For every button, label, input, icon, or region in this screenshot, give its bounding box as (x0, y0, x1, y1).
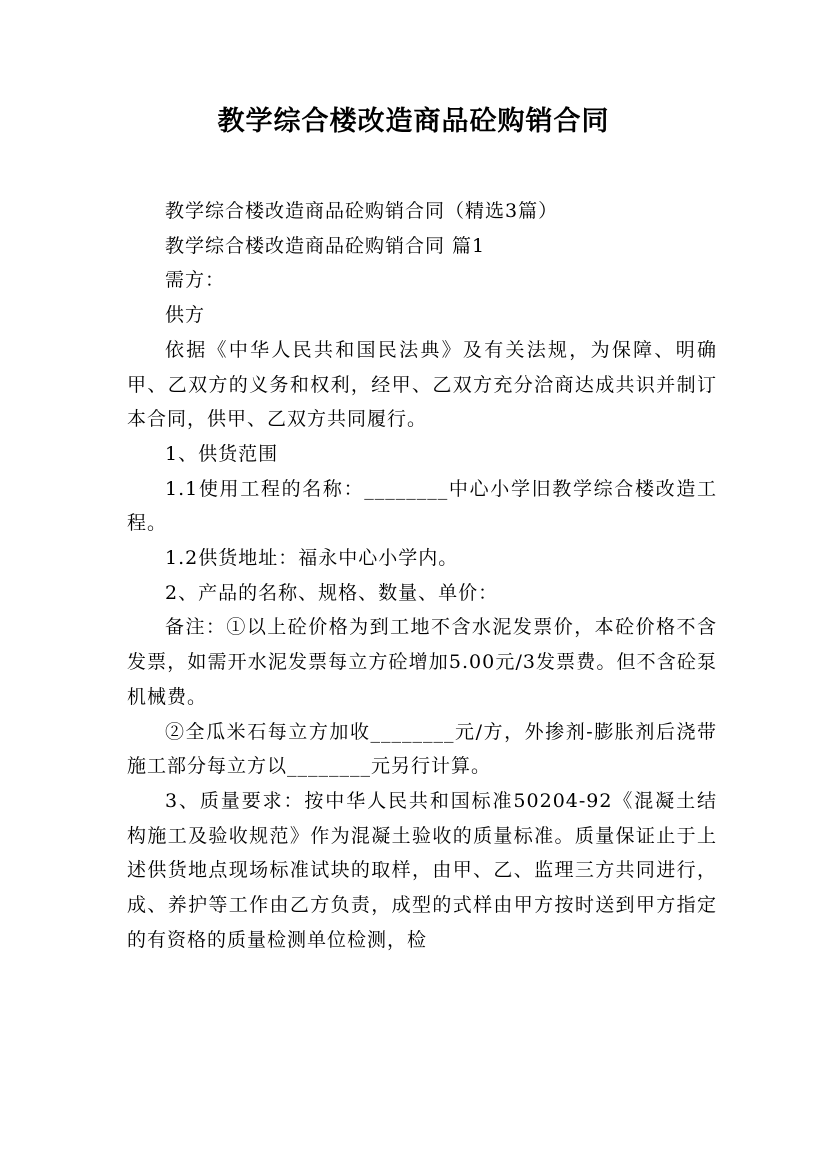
paragraph-supplier: 供方 (165, 304, 206, 327)
paragraph-buyer: 需方： (165, 269, 226, 292)
paragraph-quality: 3、质量要求：按中华人民共和国标准50204-92《混凝土结构施工及验收规范》作为混凝土验收的质量标准。质量保证止于上述供货地点现场标准试块的取样，由甲、乙、监理三方共同进行，成、养护等工作由乙方负责，成型的式样由甲方按时送到甲方指定的有资格的质量检测单位检测，检 (127, 789, 717, 951)
document-body (127, 194, 717, 957)
paragraph-product-spec: 2、产品的名称、规格、数量、单价： (165, 581, 499, 604)
paragraph-note-2: ②全瓜米石每立方加收________元/方，外掺剂-膨胀剂后浇带施工部分每立方以________元另行计算。 (127, 720, 717, 778)
paragraph-subtitle: 教学综合楼改造商品砼购销合同（精选3篇） (165, 200, 559, 222)
paragraph-supply-scope: 1、供货范围 (165, 442, 279, 465)
paragraph-project-name: 1.1使用工程的名称：________中心小学旧教学综合楼改造工程。 (127, 477, 717, 535)
paragraph-supply-address: 1.2供货地址：福永中心小学内。 (165, 547, 459, 570)
paragraph-section-heading: 教学综合楼改造商品砼购销合同 篇1 (165, 234, 486, 257)
paragraph-note-1: 备注：①以上砼价格为到工地不含水泥发票价，本砼价格不含发票，如需开水泥发票每立方砼增加5.00元/3发票费。但不含砼泵机械费。 (127, 616, 717, 708)
document-title: 教学综合楼改造商品砼购销合同 (217, 106, 610, 137)
paragraph-preamble: 依据《中华人民共和国民法典》及有关法规，为保障、明确甲、乙双方的义务和权利，经甲、乙双方充分洽商达成共识并制订本合同，供甲、乙双方共同履行。 (127, 338, 717, 431)
